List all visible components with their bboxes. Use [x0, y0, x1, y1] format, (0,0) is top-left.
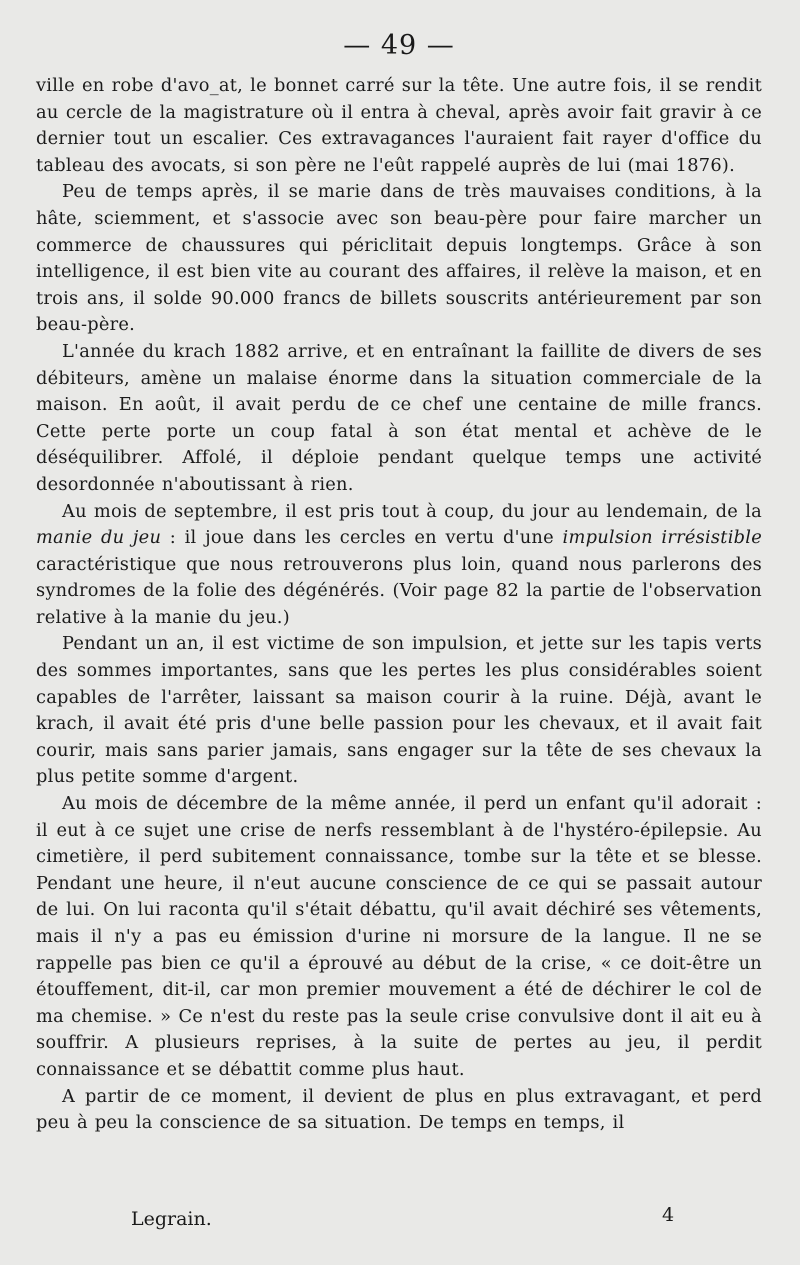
paragraph-4-text-3: caractéristique que nous retrouverons plus loin, quand nous parlerons des syndromes de la folie des dégénérés. (Voir page 82 la partie de l'observation relative à la manie du jeu.) — [36, 553, 762, 628]
body-text — [36, 73, 762, 1137]
paragraph-1: ville en robe d'avo_at, le bonnet carré sur la tête. Une autre fois, il se rendit au cercle de la magistrature où il entra à cheval, après avoir fait gravir à ce dernier tout un escalier. Ces extravagances l'auraient fait rayer d'office du tableau des avocats, si son père ne l'eût rappelé auprès de lui (mai 1876). — [36, 75, 762, 176]
page-footer — [0, 1196, 800, 1236]
running-footer-author: Legrain. — [131, 1208, 212, 1230]
paragraph-4 — [36, 499, 762, 632]
paragraph-4-text-1: Au mois de septembre, il est pris tout à coup, du jour au lendemain, de la — [62, 500, 762, 522]
paragraph-7: A partir de ce moment, il devient de plus en plus extravagant, et perd peu à peu la conscience de sa situation. De temps en temps, il — [36, 1085, 762, 1134]
paragraph-5: Pendant un an, il est victime de son impulsion, et jette sur les tapis verts des sommes importantes, sans que les pertes les plus considérables soient capables de l'arrêter, laissant sa maison courir à la ruine. Déjà, avant le krach, il avait été pris d'une belle passion pour les chevaux, et il avait fait courir, mais sans parier jamais, sans engager sur la tête de ses chevaux la plus petite somme d'argent. — [36, 633, 762, 788]
page-number: — 49 — — [343, 30, 455, 61]
paragraph-6: Au mois de décembre de la même année, il perd un enfant qu'il adorait : il eut à ce sujet une crise de nerfs ressemblant à de l'hystéro-épilepsie. Au cimetière, il perd subitement connaissance, tombe sur la tête et se blesse. Pendant une heure, il n'eut aucune conscience de ce qui se passait autour de lui. On lui raconta qu'il s'était débattu, qu'il avait déchiré ses vêtements, mais il n'y a pas eu émission d'urine ni morsure de la langue. Il ne se rappelle pas bien ce qu'il a éprouvé au début de la crise, « ce doit-être un étouffement, dit-il, car mon premier mouvement a été de déchirer le col de ma chemise. » Ce n'est du reste pas la seule crise convulsive dont il ait eu à souffrir. A plusieurs reprises, à la suite de pertes au jeu, il perdit connaissance et se débattit comme plus haut. — [36, 793, 762, 1080]
term-impulsion-irresistible: impulsion irrésistible — [562, 527, 762, 549]
term-manie-du-jeu: manie du jeu — [36, 527, 162, 549]
paragraph-2: Peu de temps après, il se marie dans de très mauvaises conditions, à la hâte, sciemment, et s'associe avec son beau-père pour faire marcher un commerce de chaussures qui périclitait depuis longtemps. Grâce à son intelligence, il est bien vite au courant des affaires, il relève la maison, et en trois ans, il solde 90.000 francs de billets souscrits antérieurement par son beau-père. — [36, 181, 762, 336]
paragraph-3: L'année du krach 1882 arrive, et en entraînant la faillite de divers de ses débiteurs, amène un malaise énorme dans la situation commerciale de la maison. En août, il avait perdu de ce chef une centaine de mille francs. Cette perte porte un coup fatal à son état mental et achève de le déséquilibrer. Affolé, il déploie pendant quelque temps une activité desordonnée n'aboutissant à rien. — [36, 340, 762, 495]
signature-mark: 4 — [662, 1204, 675, 1226]
paragraph-4-text-2: : il joue dans les cercles en vertu d'une — [161, 527, 563, 549]
